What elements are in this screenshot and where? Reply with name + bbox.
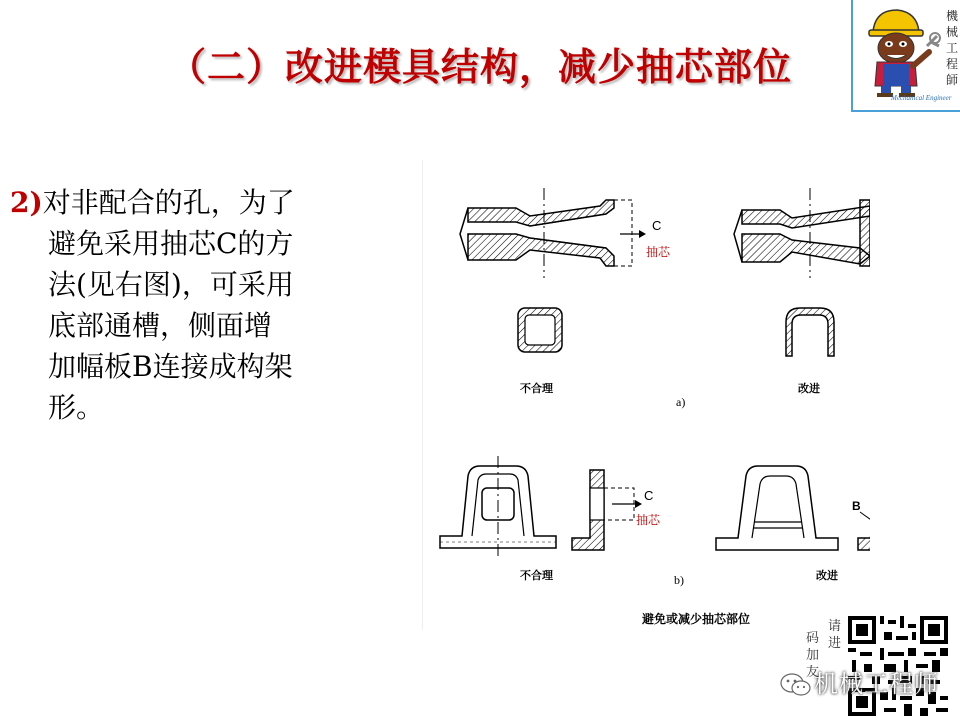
label-a: a) xyxy=(676,395,686,409)
figure-a-bad-section xyxy=(460,188,671,278)
label-improved-b: 改进 xyxy=(816,569,838,582)
label-bad-a: 不合理 xyxy=(520,382,553,395)
label-b: b) xyxy=(674,573,684,587)
engineering-figure xyxy=(420,170,870,630)
figure-a-cross-sections xyxy=(518,308,834,409)
body-line-2: 避免采用抽芯C的方 xyxy=(48,227,294,260)
figure-b-bad-section xyxy=(572,470,661,550)
body-line-1: 2)对非配合的孔，为了 xyxy=(10,186,295,219)
watermark-vertical-1: 码加友 xyxy=(806,631,820,680)
body-text xyxy=(10,182,350,428)
body-line-5: 加幅板B连接成构架 xyxy=(48,350,293,383)
label-bad-b: 不合理 xyxy=(520,569,553,582)
body-line-4: 底部通槽，侧面增 xyxy=(48,309,273,342)
logo-caption: Mechanical Engineer xyxy=(891,94,952,102)
label-improved-a: 改进 xyxy=(798,382,820,395)
mechanical-engineer-logo xyxy=(851,0,960,112)
watermark-vertical-2: 请进 xyxy=(828,619,842,651)
wechat-icon xyxy=(780,672,812,698)
slide-title: （二）改进模具结构，减少抽芯部位 xyxy=(167,44,792,89)
label-c-a: C xyxy=(652,218,662,233)
watermark-text: 机械工程师 xyxy=(814,670,939,698)
body-line-6: 形。 xyxy=(48,391,105,424)
label-c-b: C xyxy=(644,488,654,503)
label-rib-b: B xyxy=(852,499,861,513)
figure-caption: 避免或减少抽芯部位 xyxy=(642,612,751,626)
figure-b-improved-section xyxy=(852,470,870,550)
label-core-pull-a: 抽芯 xyxy=(646,245,671,259)
figure-b-improved-front xyxy=(716,466,838,550)
label-core-pull-b: 抽芯 xyxy=(636,513,661,527)
item-number: 2) xyxy=(10,186,43,219)
figure-b-bad-front xyxy=(440,456,556,560)
figure-a-improved-section xyxy=(734,188,870,278)
engineer-mascot-icon xyxy=(855,2,945,98)
logo-vertical-text: 機械工程師 xyxy=(945,9,958,87)
body-line-3: 法(见右图)，可采用 xyxy=(48,268,294,301)
watermark-area xyxy=(770,612,960,720)
